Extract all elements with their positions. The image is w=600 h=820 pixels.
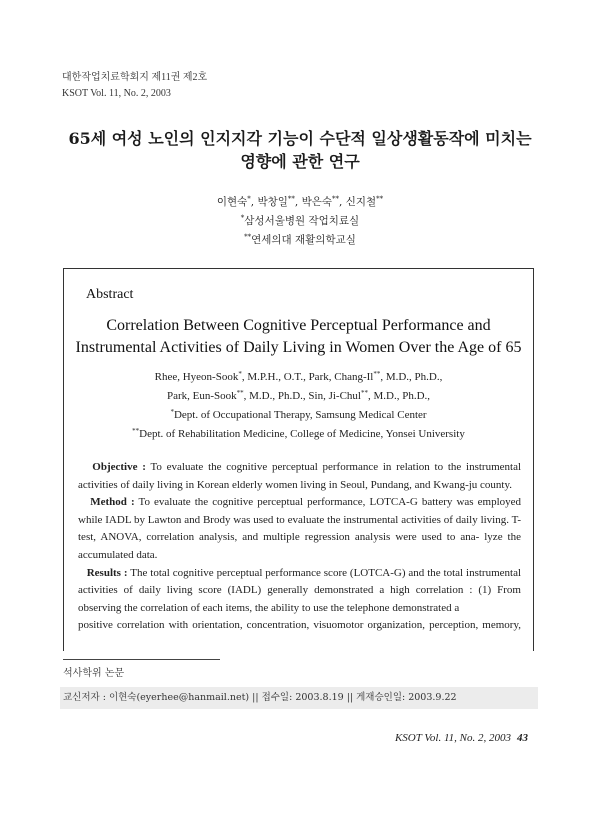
korean-authors	[40, 193, 560, 250]
results-text: The total cognitive perceptual performance score (LOTCA-G) and the total instrumental activities of daily living score (IADL) generally demonstrated a high correlation : (1) From observing the correlation of each items, the ability to use the telephone demonstrated a	[78, 566, 522, 614]
korean-title-line1: 65세 여성 노인의 인지지각 기능이 수단적 일상생활동작에 미치는	[68, 129, 532, 148]
results-tail: positive correlation with orientation, concentration, visuomotor organization, perception, memory,	[78, 619, 521, 632]
abstract-heading: Abstract	[86, 287, 134, 302]
objective-label: Objective :	[92, 461, 146, 473]
english-title	[63, 315, 534, 359]
journal-header	[62, 70, 207, 102]
english-dept-2	[63, 425, 534, 444]
author-degree: , M.P.H., O.T., Park, Chang-Il	[241, 371, 374, 383]
affil-mark: *	[240, 214, 245, 222]
author-name: Rhee, Hyeon-Sook	[154, 371, 239, 383]
author-name: 박창일	[257, 196, 288, 208]
correspondence-bar	[60, 687, 538, 709]
affil-text: 삼성서울병원 작업치료실	[244, 215, 360, 227]
journal-volume: KSOT Vol. 11, No. 2, 2003	[62, 88, 171, 99]
page-footer	[395, 732, 528, 744]
author-mark: **	[332, 195, 340, 203]
english-title-line2: Instrumental Activities of Daily Living in Women Over the Age of 65	[75, 339, 522, 356]
english-authors-line1	[63, 368, 534, 387]
affil-mark: **	[244, 233, 252, 241]
author-mark: **	[236, 389, 244, 397]
affil-text: 연세의대 재활의학교실	[251, 234, 356, 246]
author-name: 신지철	[345, 196, 377, 208]
author-mark: *	[247, 195, 251, 203]
author-name: Park, Eun-Sook	[166, 390, 237, 402]
abstract-results	[78, 565, 521, 635]
method-text: To evaluate the cognitive perceptual performance, LOTCA-G battery was employed while IADL by Lawton and Brody was used to evaluate the instrumental activities of daily living. T-test, ANOVA, correlation analysis, and multiple regression analysis were used to ana- lyze the accumulated data.	[78, 496, 522, 561]
dept-mark: **	[132, 427, 140, 435]
author-name: 이현숙	[216, 196, 248, 208]
author-mark: **	[287, 195, 295, 203]
korean-author-list: 이현숙*, 박창일**, 박은숙**, 신지철**	[216, 195, 384, 208]
author-degree: , M.D., Ph.D.,	[367, 390, 431, 402]
korean-affiliation-2	[40, 231, 560, 250]
author-mark: **	[373, 370, 381, 378]
korean-title-line2: 영향에 관한 연구	[240, 152, 360, 171]
footer-journal: KSOT Vol. 11, No. 2, 2003	[394, 732, 511, 744]
page-number: 43	[517, 732, 528, 744]
abstract-body	[78, 459, 521, 635]
abstract-method	[78, 494, 521, 564]
author-mark: **	[360, 389, 368, 397]
objective-text: To evaluate the cognitive perceptual performance in relation to the instrumental activities of daily living in Korean elderly women living in Seoul, Pundang, and Kwang-ju county.	[78, 461, 522, 491]
method-label: Method :	[90, 496, 135, 509]
abstract-objective	[78, 459, 521, 494]
footnote-divider	[63, 659, 220, 660]
korean-affiliation-1	[40, 212, 560, 231]
author-degree: , M.D., Ph.D.,	[380, 371, 443, 383]
english-authors-line2	[63, 387, 534, 406]
korean-title	[40, 127, 560, 173]
journal-name-korean: 대한작업치료학회지 제11권 제2호	[62, 72, 208, 83]
dept-text: Dept. of Occupational Therapy, Samsung Medical Center	[173, 409, 427, 421]
author-mark: *	[238, 370, 242, 378]
results-label: Results :	[86, 566, 128, 579]
english-dept-1	[63, 406, 534, 425]
author-degree: , M.D., Ph.D., Sin, Ji-Chul	[243, 390, 361, 402]
author-mark: **	[376, 195, 384, 203]
author-name: 박은숙	[301, 196, 333, 208]
dept-text: Dept. of Rehabilitation Medicine, College of Medicine, Yonsei University	[139, 428, 465, 440]
english-authors	[63, 368, 534, 444]
dept-mark: *	[170, 408, 174, 416]
english-title-line1: Correlation Between Cognitive Perceptual Performance and	[106, 317, 491, 334]
footnote: 석사학위 논문	[63, 668, 125, 679]
correspondence-text: 교신저자 : 이현숙(eyerhee@hanmail.net) || 접수일: 2003.8.19 || 게재승인일: 2003.9.22	[63, 692, 457, 703]
